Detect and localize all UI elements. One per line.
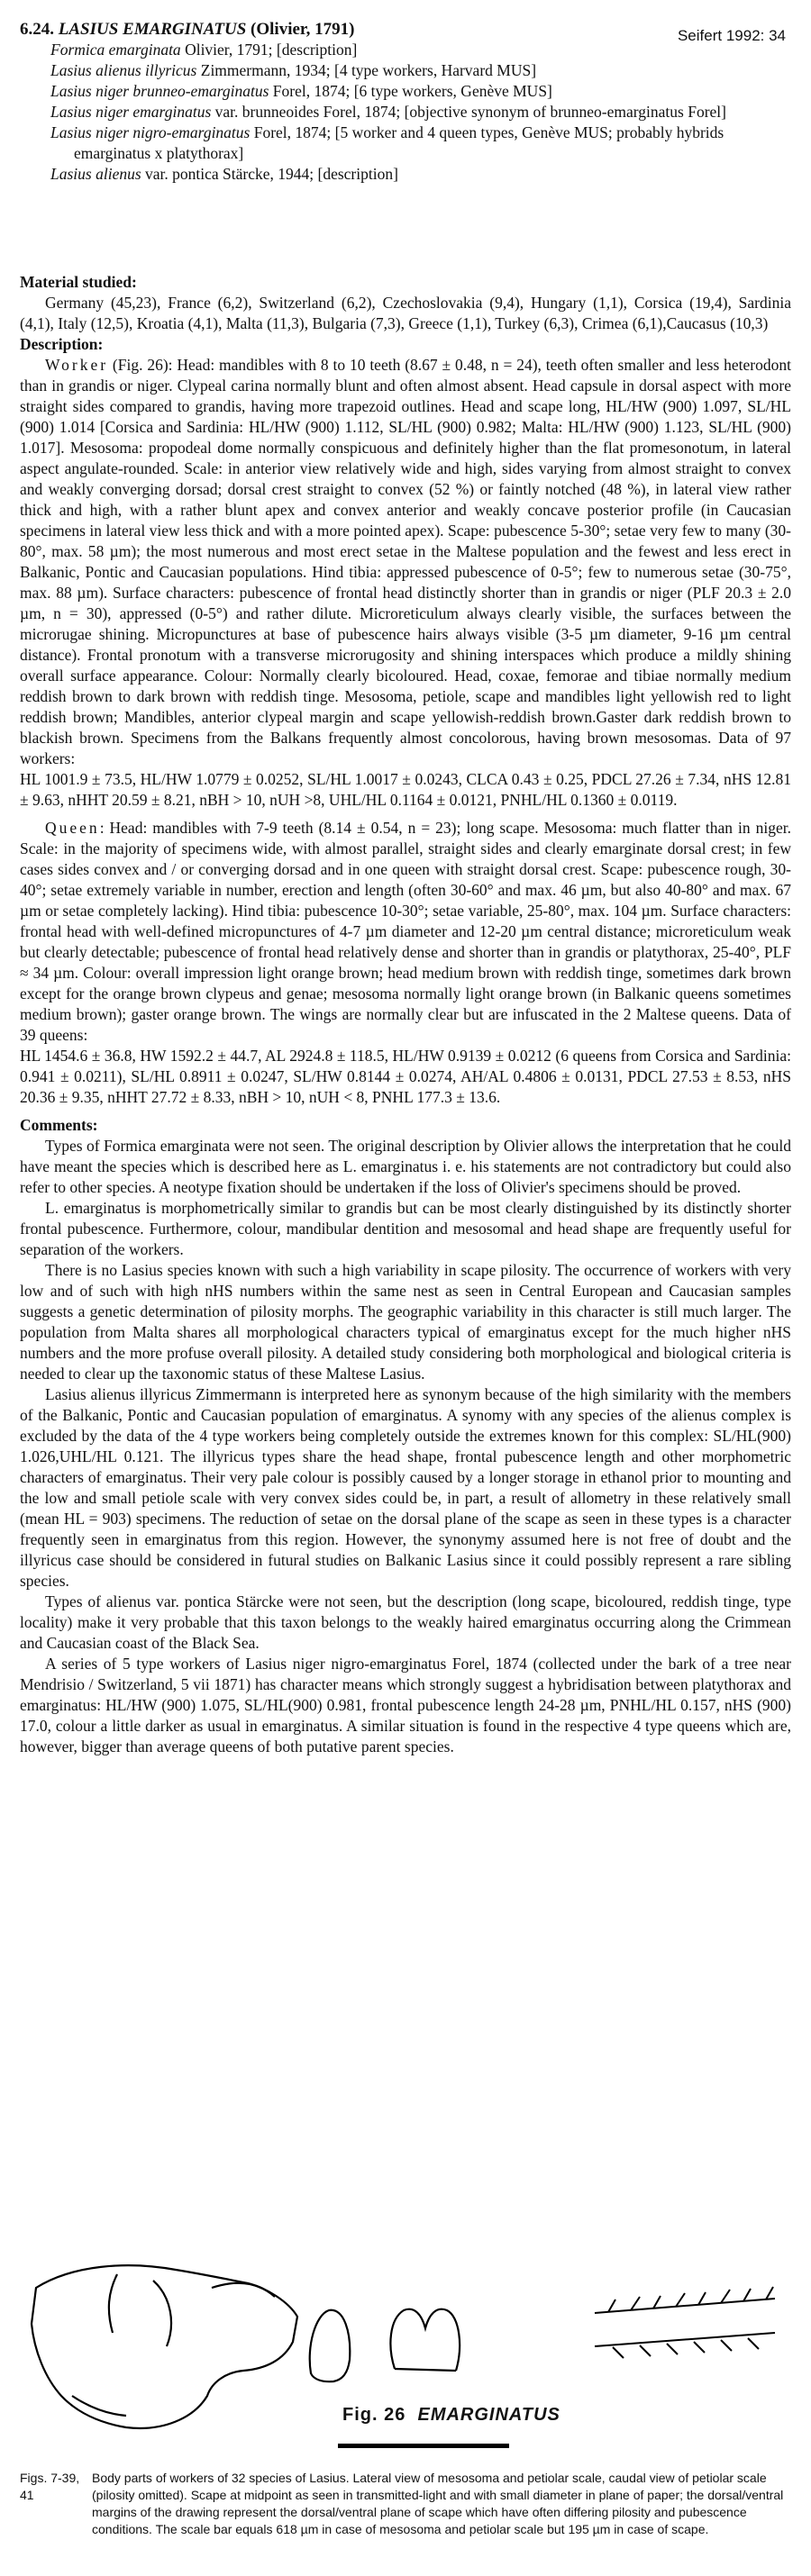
- queen-data: HL 1454.6 ± 36.8, HW 1592.2 ± 44.7, AL 2924.8 ± 118.5, HL/HW 0.9139 ± 0.0212 (6 queens from Corsica and Sardinia: 0.941 ± 0.0211), SL/HL 0.8911 ± 0.0247, SL/HW 0.8144 ± 0.0274, AH/AL 0.4806 ± 0.0131, PDCL 27.53 ± 8.53, nHS 20.36 ± 9.35, nHHT 27.72 ± 8.33, nBH > 10, nUH < 8, PNHL 177.3 ± 13.6.: [20, 1047, 791, 1106]
- synonym-name: Lasius niger emarginatus: [50, 103, 212, 121]
- reference-label: Seifert 1992: 34: [677, 27, 786, 44]
- synonym-details: var. brunneoides Forel, 1874; [objective synonym of brunneo-emarginatus Forel]: [211, 103, 726, 121]
- worker-text: (Fig. 26): Head: mandibles with 8 to 10 teeth (8.67 ± 0.48, n = 24), teeth often smaller and less heterodont than in grandis or niger. Clypeal carina normally blunt and often almost absent. Head capsule in dorsal aspect with more straight sides compared to grandis, having more trapezoid outlines. Head and scape long, HL/HW (900) 1.097, SL/HL (900) 1.014 [Corsica and Sardinia: HL/HW (900) 1.112, SL/HL (900) 0.982; Malta: HL/HW (900) 1.123, SL/HL (900) 1.017]. Mesosoma: propodeal dome normally conspicuous and definitely higher than the flat promesonotum, in lateral aspect angulate-rounded. Scale: in anterior view relatively wide and high, sides varying from almost straight to convex and weakly converging dorsad; dorsal crest straight to convex (52 %) or faintly notched (48 %), in lateral view rather thick and high, with a rather blunt apex and convex anterior and weakly concave posterior profile (in Caucasian specimens in lateral view less thick and with a more pointed apex). Scape: pubescence 5-30°; setae very few to many (30-80°, max. 58 µm); the most numerous and most erect setae in the Maltese population and the fewest and less erect in Balkanic, Pontic and Caucasian populations. Hind tibia: appressed pubescence of 0-5°; few to numerous setae (30-75°, max. 88 µm). Surface characters: pubescence of frontal head distinctly shorter than in grandis or niger (PLF 20.3 ± 2.0 µm, n = 30), appressed (0-5°) and rather dilute. Microreticulum always clearly visible, the surfaces between the microrugae shining. Micropunctures at base of pubescence hairs always visible (3-5 µm diameter, 9-16 µm central distance). Frontal pronotum with a transverse microrugosity and shining interspaces which produce a mildly shining overall surface appearance. Colour: Normally clearly bicoloured. Head, coxae, femorae and tibiae normally medium reddish brown to dark brown with reddish tinge. Mesosoma, petiole, scape and mandibles light yellowish red to light reddish brown; Mandibles, anterior clypeal margin and scape yellowish-reddish brown.Gaster dark reddish brown to blackish brown. Specimens from the Balkans frequently almost concolorous, having brown mesosomas. Data of 97 workers:: [20, 356, 791, 767]
- synonym-details: var. pontica Stärcke, 1944; [description]: [141, 165, 398, 183]
- figure-number: Fig. 26: [342, 2405, 406, 2425]
- main-text: [20, 272, 791, 1757]
- comment-paragraph: There is no Lasius species known with such a high variability in scape pilosity. The occurrence of workers with very low and of such with high nHS numbers within the same nest as seen in Central European and Caucasian samples suggests a genetic determination of pilosity morphs. The geographic variability in this character is still much larger. The population from Malta shares all morphological characters typical of emarginatus except for the much higher nHS numbers and the more profuse overall pilosity. A detailed study considering both morphological and biological criteria is needed to clear up the taxonomic status of these Maltese Lasius.: [20, 1261, 791, 1383]
- queen-text: : Head: mandibles with 7-9 teeth (8.14 ± 0.54, n = 23); long scape. Mesosoma: much flatter than in niger. Scale: in the majority of specimens wide, with almost parallel, straight sides and clearly emarginate dorsal crest; in few cases sides convex and / or converging dorsad and in one queen with straight dorsal crest. Scape: pubescence rough, 30-40°; setae extremely variable in number, erection and length (often 30-60° and max. 46 µm, but also 40-80° and max. 67 µm or setae completely lacking). Hind tibia: pubescence 10-30°; setae variable, 25-80°, max. 104 µm. Surface characters: frontal head with well-defined micropunctures of 4-7 µm diameter and 12-20 µm central distance; microreticulum weak but clearly detectable; pubescence of frontal head relatively dense and shorter than in grandis or platythorax, 25-40°, PLF ≈ 34 µm. Colour: overall impression light orange brown; head medium brown with reddish tinge, sometimes dark brown except for the orange brown clypeus and genae; mesosoma normally light orange brown (in Balkanic queens sometimes medium brown); gaster orange brown. The wings are normally clear but are infuscated in the 2 Maltese queens. Data of 39 queens:: [20, 819, 791, 1044]
- scale-bar: [338, 2444, 509, 2448]
- comment-paragraph: Types of alienus var. pontica Stärcke were not seen, but the description (long scape, bicoloured, reddish tinge, type locality) make it very probable that this taxon belongs to the weakly haired emarginatus occurring along the Crimmean and Caucasian coast of the Black Sea.: [20, 1592, 791, 1652]
- species-title: [20, 20, 786, 40]
- synonym-details: Forel, 1874; [5 worker and 4 queen types, Genève MUS; probably hybrids emarginatus x platythorax]: [74, 123, 724, 162]
- synonym-name: Formica emarginata: [50, 41, 181, 59]
- synonym-entry: [20, 60, 786, 81]
- synonym-name: Lasius alienus: [50, 165, 141, 183]
- comment-paragraph: L. emarginatus is morphometrically similar to grandis but can be most clearly distinguished by its distinctly shorter frontal pubescence. Furthermore, colour, mandibular dentition and mesosomal and head shape are frequently useful for separation of the workers.: [20, 1199, 791, 1258]
- synonym-entry: [20, 122, 786, 164]
- worker-data: HL 1001.9 ± 73.5, HL/HW 1.0779 ± 0.0252, SL/HL 1.0017 ± 0.0243, CLCA 0.43 ± 0.25, PDCL 27.26 ± 7.34, nHS 12.81 ± 9.63, nHHT 20.59 ± 8.21, nBH > 10, nUH >8, UHL/HL 0.1164 ± 0.0121, PNHL/HL 0.1360 ± 0.0119.: [20, 770, 791, 809]
- species-author: (Olivier, 1791): [251, 20, 355, 39]
- comments-body: [20, 1136, 791, 1757]
- queen-label: Queen: [45, 819, 100, 837]
- material-heading: Material studied:: [20, 273, 137, 291]
- synonym-list: [20, 40, 786, 185]
- worker-description: [20, 355, 791, 769]
- synonym-entry: [20, 40, 786, 60]
- synonym-entry: [20, 164, 786, 185]
- comment-paragraph: Lasius alienus illyricus Zimmermann is interpreted here as synonym because of the high similarity with the members of the Balkanic, Pontic and Caucasian population of emarginatus. A synomy with any species of the alienus complex is excluded by the data of the 4 type workers being completely outside the extremes known for this complex: SL/HL(900) 1.026,UHL/HL 0.121. The illyricus types share the head shape, frontal pubescence length and other morphometric characters of emarginatus. Their very pale colour is possibly caused by a longer storage in ethanol prior to mounting and the low and small petiole scale with very convex sides could be, in part, a result of allometry in these relatively small (mean HL = 903) specimens. The reduction of setae on the dorsal plane of the scape as seen in these types is a character frequently seen in emarginatus from this region. However, the synonymy assumed here is not free of doubt and the illyricus case should be considered in futural studies on Balkanic Lasius since it could possibly represent a rare sibling species.: [20, 1385, 791, 1590]
- species-name: LASIUS EMARGINATUS: [58, 20, 247, 39]
- worker-label: Worker: [45, 356, 109, 374]
- petiole-scale-lateral-drawing: [310, 2310, 351, 2381]
- caption-label: Figs. 7-39, 41: [20, 2471, 80, 2502]
- caption-text: Body parts of workers of 32 species of Lasius. Lateral view of mesosoma and petiolar scale, caudal view of petiolar scale (pilosity omitted). Scape at midpoint as seen in transmitted-light and with small diameter in plane of paper; the dorsal/ventral margins of the drawing represent the dorsal/ventral plane of scape which have often differing pilosity and pubescence conditions. The scale bar equals 618 µm in case of mesosoma and petiolar scale but 195 µm in case of scape.: [92, 2471, 784, 2536]
- figure-caption: [20, 2470, 795, 2538]
- comment-paragraph: Types of Formica emarginata were not seen. The original description by Olivier allows the interpretation that he could have meant the species which is described here as L. emarginatus i. e. his statements are not contradictory but could also refer to other species. A neotype fixation should be undertaken if the loss of Olivier's specimens should be proved.: [20, 1137, 791, 1196]
- figure-label: [342, 2405, 560, 2426]
- synonym-details: Forel, 1874; [6 type workers, Genève MUS]: [269, 82, 552, 100]
- queen-description: [20, 818, 791, 1046]
- comments-heading: Comments:: [20, 1116, 98, 1134]
- figure-species: EMARGINATUS: [417, 2405, 560, 2425]
- comment-paragraph: A series of 5 type workers of Lasius niger nigro-emarginatus Forel, 1874 (collected under the bark of a tree near Mendrisio / Switzerland, 5 vii 1871) has character means which strongly suggest a hybridisation between platythorax and emarginatus: HL/HW (900) 1.075, SL/HL(900) 0.981, frontal pubescence length 24-28 µm, PNHL/HL 0.157, nHS (900) 17.0, colour a little darker as usual in emarginatus. A similar situation is found in the respective 4 type queens which are, however, bigger than average queens of both putative parent species.: [20, 1655, 791, 1755]
- description-heading: Description:: [20, 335, 104, 353]
- mesosoma-lateral-drawing: [32, 2265, 297, 2428]
- species-header: [20, 20, 786, 185]
- synonym-entry: [20, 81, 786, 102]
- synonym-details: Zimmermann, 1934; [4 type workers, Harvard MUS]: [196, 61, 537, 79]
- synonym-name: Lasius alienus illyricus: [50, 61, 197, 79]
- synonym-name: Lasius niger nigro-emarginatus: [50, 123, 251, 141]
- synonym-entry: [20, 102, 786, 122]
- scape-drawing: [595, 2287, 775, 2358]
- synonym-details: Olivier, 1791; [description]: [180, 41, 358, 59]
- synonym-name: Lasius niger brunneo-emarginatus: [50, 82, 269, 100]
- material-text: Germany (45,23), France (6,2), Switzerland (6,2), Czechoslovakia (9,4), Hungary (1,1), Corsica (19,4), Sardinia (4,1), Italy (12,5), Kroatia (4,1), Malta (11,3), Bulgaria (7,3), Greece (1,1), Turkey (6,3), Crimea (6,1),Caucasus (10,3): [20, 294, 791, 332]
- section-number: 6.24.: [20, 20, 54, 39]
- petiole-scale-caudal-drawing: [390, 2309, 460, 2371]
